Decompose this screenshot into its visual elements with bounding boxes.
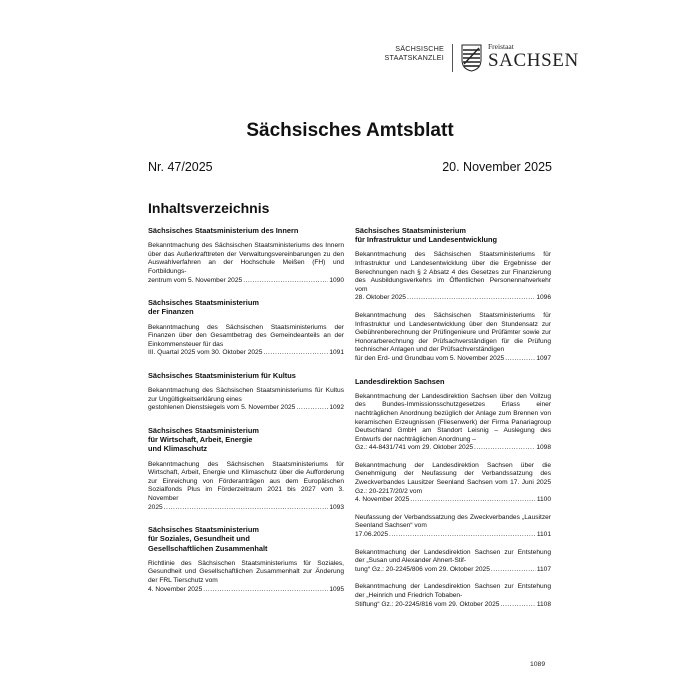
toc-entry[interactable]	[355, 312, 551, 364]
entry-last-line	[355, 566, 551, 575]
page-reference: 1107	[536, 565, 551, 573]
entry-text: Bekanntmachung des Sächsischen Staatsministeriums für Wirtschaft, Arbeit, Energie und Klimaschutz über die Aufforderung zur Einreichung von Förderanträgen aus dem Europäischen Sozialfonds Plus im Förderzeitraum 2021 bis 2027 vom 3. November	[148, 460, 344, 502]
entry-date: 2025	[148, 503, 163, 511]
section-title: Sächsisches Staatsministerium für Kultus	[148, 370, 296, 380]
entry-date: Stiftung“ Gz.: 20-2245/816 vom 29. Oktober 2025	[355, 600, 500, 608]
dot-leader	[203, 586, 328, 595]
toc-left-column	[148, 226, 344, 594]
toc-section	[148, 525, 344, 594]
entry-text: Bekanntmachung des Sächsischen Staatsministeriums für Kultus zur Ungültigkeitserklärung eines	[148, 387, 344, 403]
issue-number: Nr. 47/2025	[148, 160, 213, 174]
page-reference: 1092	[329, 404, 344, 412]
entry-date: III. Quartal 2025 vom 30. Oktober 2025	[148, 349, 263, 357]
entry-text: Bekanntmachung der Landesdirektion Sachsen über die Genehmigung der Neufassung der Verbandssatzung des Zweckverbandes Lausitzer Seenland Sachsen vom 17. Juni 2025 Gz.: 20-2217/20/2 vom	[355, 461, 551, 495]
staatskanzlei-line1: SÄCHSISCHE	[395, 44, 444, 53]
entry-last-line	[148, 404, 344, 413]
page-title: Sächsisches Amtsblatt	[246, 120, 454, 141]
entry-last-line	[355, 444, 551, 453]
entry-last-line	[355, 531, 551, 540]
entry-last-line	[148, 504, 344, 513]
entry-text: Richtlinie des Sächsischen Staatsministeriums für Soziales, Gesundheit und Gesellschaftlichen Zusammenhalt zur Änderung der FRL Tierschutz vom	[148, 559, 344, 584]
entry-date: zentrum vom 5. November 2025	[148, 276, 243, 284]
entry-text: Bekanntmachung der Landesdirektion Sachsen zur Entstehung der „Susan und Alexander Ahnert-Stif-	[355, 548, 551, 565]
toc-entry[interactable]	[148, 461, 344, 513]
entry-date: 17.06.2025	[355, 531, 389, 539]
logo-divider	[452, 44, 453, 72]
toc-entry[interactable]	[355, 549, 551, 575]
page-reference: 1096	[536, 294, 551, 302]
entry-last-line	[355, 496, 551, 505]
page-reference: 1097	[536, 354, 551, 362]
toc-section	[148, 426, 344, 512]
dot-leader	[243, 277, 328, 286]
entry-date: Gz.: 44-8431/741 vom 29. Oktober 2025	[355, 444, 474, 452]
entry-text: Bekanntmachung des Sächsischen Staatsministeriums für Infrastruktur und Landesentwicklung über den Stundensatz zur Gebührenberechnung der Prüfingenieure und Prüfämter sowie zur Honorarberechnung der Prüfsachverständigen für die Prüfung technischer Anlagen und der Prüfsachverständigen	[355, 311, 551, 354]
entry-date: 28. Oktober 2025	[355, 294, 406, 302]
section-title: Sächsisches Staatsministerium für Soziales, Gesundheit und Gesellschaftlichen Zusammenhalt	[148, 525, 268, 553]
toc-entry[interactable]	[148, 387, 344, 413]
toc-section	[148, 226, 344, 285]
toc-entry[interactable]	[355, 393, 551, 453]
section-title: Sächsisches Staatsministerium für Wirtschaft, Arbeit, Energie und Klimaschutz	[148, 425, 259, 454]
page-reference: 1108	[536, 600, 551, 608]
toc-entry[interactable]	[148, 324, 344, 358]
entry-last-line	[355, 294, 551, 303]
entry-text: Bekanntmachung des Sächsischen Staatsministeriums des Innern über das Außerkrafttreten der Verwaltungsvereinbarungen zu den Auswahlverfahren an der Hochschule Meißen (FH) und Fortbildungs-	[148, 242, 344, 275]
entry-last-line	[355, 601, 551, 610]
toc-section	[355, 226, 551, 364]
toc-section	[148, 298, 344, 358]
dot-leader	[491, 566, 536, 575]
entry-date: gestohlenen Dienstsiegels vom 5. November 2025	[148, 404, 296, 412]
entry-last-line	[148, 586, 344, 595]
entry-date: 4. November 2025	[355, 496, 410, 504]
entry-text: Bekanntmachung der Landesdirektion Sachsen zur Entstehung der „Heinrich und Friedrich Tobaben-	[355, 583, 551, 600]
toc-section	[355, 377, 551, 610]
dot-leader	[407, 294, 535, 303]
section-title: Landesdirektion Sachsen	[355, 376, 445, 386]
entry-text: Bekanntmachung der Landesdirektion Sachsen über den Vollzug des Bundes-Immissionsschutzgesetzes Erlass einer nachträglichen Anordnung bezüglich der Anlage zum Brennen von keramischen Erzeugnissen (Fliesenwerk) der Firma Panariagroup Deutschland GmbH am Standort Leisnig – Auslegung des Entwurfs der nachträglichen Anordnung –	[355, 392, 551, 443]
freistaat-label: Freistaat	[488, 42, 514, 51]
dot-leader	[389, 531, 536, 540]
entry-date: für den Erd- und Grundbau vom 5. November 2025	[355, 354, 505, 362]
page-reference: 1101	[536, 531, 551, 539]
toc-right-column	[355, 226, 551, 609]
page-reference: 1091	[329, 349, 344, 357]
toc-heading: Inhaltsverzeichnis	[148, 200, 270, 216]
staatskanzlei-logo	[378, 44, 444, 62]
section-title: Sächsisches Staatsministerium für Infrastruktur und Landesentwicklung	[355, 226, 498, 245]
page-number: 1089	[530, 661, 546, 668]
dot-leader	[410, 496, 536, 505]
dot-leader	[296, 404, 328, 413]
issue-date: 20. November 2025	[442, 160, 552, 174]
entry-last-line	[148, 349, 344, 358]
entry-date: tung“ Gz.: 20-2245/806 vom 29. Oktober 2025	[355, 565, 490, 573]
page-reference: 1095	[329, 585, 344, 593]
section-title: Sächsisches Staatsministerium des Innern	[148, 226, 299, 235]
page-reference: 1098	[536, 444, 551, 452]
dot-leader	[164, 504, 329, 513]
toc-entry[interactable]	[355, 514, 551, 540]
page-reference: 1093	[329, 503, 344, 511]
dot-leader	[500, 601, 535, 610]
toc-entry[interactable]	[355, 251, 551, 303]
page-reference: 1090	[329, 276, 344, 284]
dot-leader	[505, 355, 535, 364]
sachsen-wordmark: SACHSEN	[488, 50, 579, 71]
toc-entry[interactable]	[148, 560, 344, 594]
section-title: Sächsisches Staatsministerium der Finanzen	[148, 298, 259, 317]
entry-date: 4. November 2025	[148, 585, 203, 593]
entry-last-line	[355, 355, 551, 364]
entry-text: Bekanntmachung des Sächsischen Staatsministeriums der Finanzen über den Gesamtbetrag des Gemeindeanteils an der Einkommensteuer für das	[148, 323, 344, 348]
dot-leader	[474, 444, 535, 453]
entry-text: Neufassung der Verbandssatzung des Zweckverbandes „Lausitzer Seenland Sachsen“ vom	[355, 513, 551, 530]
dot-leader	[263, 349, 328, 358]
toc-section	[148, 371, 344, 413]
staatskanzlei-line2: STAATSKANZLEI	[384, 53, 444, 62]
entry-last-line	[148, 277, 344, 286]
entry-text: Bekanntmachung des Sächsischen Staatsministeriums für Infrastruktur und Landesentwicklung über die Ergebnisse der Berechnungen nach § 2 Absatz 4 des Gesetzes zur Finanzierung des Ausbildungsverkehrs im Öffentlichen Personennahverkehr vom	[355, 251, 551, 293]
toc-entry[interactable]	[148, 242, 344, 285]
toc-entry[interactable]	[355, 583, 551, 609]
toc-entry[interactable]	[355, 462, 551, 505]
page-reference: 1100	[536, 496, 551, 504]
saxony-coat-of-arms-icon	[461, 44, 482, 72]
